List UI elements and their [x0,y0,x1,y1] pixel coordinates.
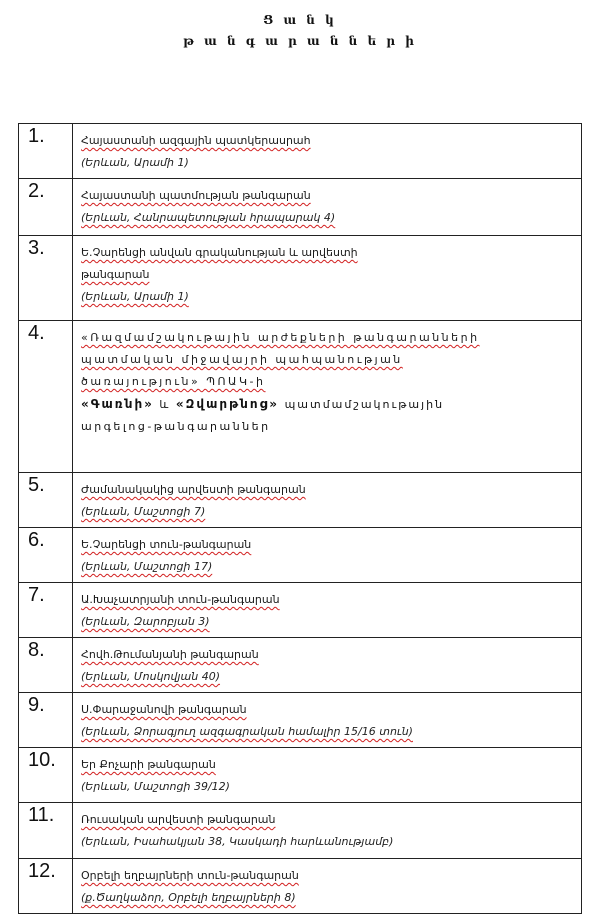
museum-name: Հովհ.Թումանյանի թանգարան [81,648,259,661]
title-line-2: թ ա ն գ ա ր ա ն ն ե ր ի [183,34,417,48]
table-row [19,859,582,914]
table-row [19,124,582,179]
table-row [19,321,582,473]
museum-address: (Երևան, Մոսկովյան 40) [81,670,221,683]
row-body [73,236,582,321]
row-body [73,528,582,583]
museum-address: (ք.Ծաղկաձոր, Օրբելի եղբայրների 8) [81,891,296,904]
museum-address: (Երևան, Ձորագյուղ ազգագրական համալիր 15/16 տուն) [81,725,413,738]
museum-name-cont: ծառայություն» ՊՈԱԿ-ի [81,375,266,388]
museum-address: (Երևան, Մաշտոցի 7) [81,505,206,518]
museum-address: (Երևան, Մաշտոցի 39/12) [81,780,230,793]
museum-name: «Ռազմամշակութային արժեքների թանգարանների [81,331,480,344]
row-number: 7. [19,583,73,638]
museum-name: Ս.Փարաջանովի թանգարան [81,703,247,716]
museum-name: Ռուսական արվեստի թանգարան [81,813,276,826]
row-body [73,693,582,748]
museum-name: Հայաստանի ազգային պատկերասրահ [81,134,311,147]
reserve-garni: «Գառնի» [81,397,154,411]
title-line-1: Ց ա ն կ [263,13,337,27]
reserve-type-cont: արգելոց-թանգարաններ [81,420,271,433]
museum-address: (Երևան, Հանրապետության հրապարակ 4) [81,211,336,224]
museum-name: Ժամանակակից արվեստի թանգարան [81,483,306,496]
row-number: 6. [19,528,73,583]
museum-name: Ե.Չարենցի անվան գրականության և արվեստի [81,246,358,259]
row-number: 1. [19,124,73,179]
reserve-zvartnots: «Զվարթնոց» [175,397,280,411]
row-number: 11. [19,803,73,859]
museum-name: Եր Քոչարի թանգարան [81,758,216,771]
museum-address: (Երևան, Իսահակյան 38, Կասկադի հարևանությամբ) [81,835,394,848]
row-number: 10. [19,748,73,803]
row-body [73,321,582,473]
row-body [73,473,582,528]
row-body [73,638,582,693]
museum-address: (Երևան, Արամի 1) [81,156,189,169]
row-body [73,124,582,179]
table-row [19,748,582,803]
museum-name: Հայաստանի պատմության թանգարան [81,189,311,202]
table-row [19,693,582,748]
table-row [19,638,582,693]
museum-address: (Երևան, Մաշտոցի 17) [81,560,213,573]
reserve-type: պատմամշակութային [284,398,445,411]
table-row [19,803,582,859]
table-row [19,236,582,321]
row-number: 5. [19,473,73,528]
museum-name: Օրբելի եղբայրների տուն-թանգարան [81,869,299,882]
row-body [73,583,582,638]
row-number: 8. [19,638,73,693]
row-number: 3. [19,236,73,321]
museum-table [18,123,582,914]
row-number: 12. [19,859,73,914]
conjunction: և [159,398,171,411]
museum-address: (Երևան, Արամի 1) [81,290,189,303]
museum-name: Ա.Խաչատրյանի տուն-թանգարան [81,593,280,606]
row-body [73,859,582,914]
row-body [73,179,582,236]
table-row [19,528,582,583]
row-number: 9. [19,693,73,748]
row-number: 4. [19,321,73,473]
museum-name: Ե.Չարենցի տուն-թանգարան [81,538,252,551]
museum-address: (Երևան, Զարոբյան 3) [81,615,210,628]
table-row [19,473,582,528]
row-number: 2. [19,179,73,236]
table-row [19,179,582,236]
museum-reserves [81,393,573,416]
row-body [73,748,582,803]
museum-name-cont: պատմական միջավայրի պահպանության [81,353,403,366]
museum-name-cont: թանգարան [81,268,150,281]
table-row [19,583,582,638]
page-title [0,10,600,52]
row-body [73,803,582,859]
